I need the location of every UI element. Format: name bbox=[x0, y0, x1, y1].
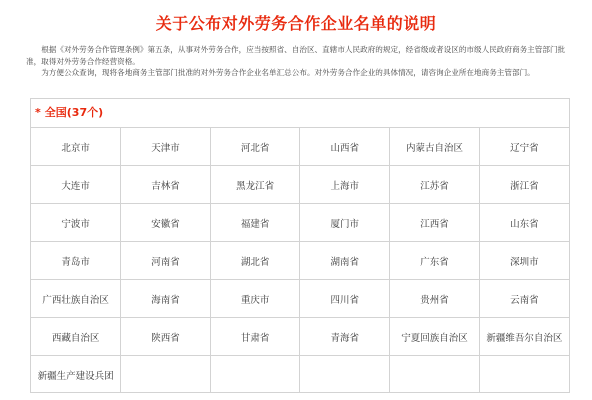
region-link[interactable]: 河南省 bbox=[121, 242, 211, 280]
region-link[interactable]: 北京市 bbox=[31, 128, 121, 166]
region-link[interactable]: 海南省 bbox=[121, 280, 211, 318]
region-link[interactable]: 甘肃省 bbox=[210, 318, 300, 356]
empty-cell bbox=[121, 356, 211, 394]
region-link[interactable]: 山西省 bbox=[300, 128, 390, 166]
intro-paragraph: 为方便公众查询，现将各地商务主管部门批准的对外劳务合作企业名单汇总公布。对外劳务合作企业的具体情况，请咨询企业所在地商务主管部门。 bbox=[41, 68, 535, 77]
region-link[interactable]: 江西省 bbox=[390, 204, 480, 242]
region-link[interactable]: 江苏省 bbox=[390, 166, 480, 204]
region-table bbox=[31, 128, 569, 393]
region-link[interactable]: 重庆市 bbox=[210, 280, 300, 318]
table-row bbox=[31, 204, 569, 242]
region-grid bbox=[30, 98, 570, 393]
region-link[interactable]: 新疆生产建设兵团 bbox=[31, 356, 121, 394]
region-link[interactable]: 西藏自治区 bbox=[31, 318, 121, 356]
intro-paragraph: 根据《对外劳务合作管理条例》第五条，从事对外劳务合作，应当按照省、自治区、直辖市人民政府的规定，经省级或者设区的市级人民政府商务主管部门批准，取得对外劳务合作经营资格。 bbox=[26, 45, 566, 66]
region-link[interactable]: 宁夏回族自治区 bbox=[390, 318, 480, 356]
star-icon: * bbox=[35, 106, 41, 119]
region-link[interactable]: 青岛市 bbox=[31, 242, 121, 280]
empty-cell bbox=[210, 356, 300, 394]
region-link[interactable]: 黑龙江省 bbox=[210, 166, 300, 204]
region-header-label: 全国(37个) bbox=[44, 106, 104, 119]
region-link[interactable]: 大连市 bbox=[31, 166, 121, 204]
region-link[interactable]: 广西壮族自治区 bbox=[31, 280, 121, 318]
region-link[interactable]: 广东省 bbox=[390, 242, 480, 280]
page-title: 关于公布对外劳务合作企业名单的说明 bbox=[155, 14, 437, 33]
table-row bbox=[31, 280, 569, 318]
empty-cell bbox=[300, 356, 390, 394]
region-link[interactable]: 浙江省 bbox=[479, 166, 569, 204]
region-link[interactable]: 山东省 bbox=[479, 204, 569, 242]
region-link[interactable]: 辽宁省 bbox=[479, 128, 569, 166]
region-link[interactable]: 河北省 bbox=[210, 128, 300, 166]
region-link[interactable]: 青海省 bbox=[300, 318, 390, 356]
region-link[interactable]: 吉林省 bbox=[121, 166, 211, 204]
region-link[interactable]: 安徽省 bbox=[121, 204, 211, 242]
table-row bbox=[31, 166, 569, 204]
region-link[interactable]: 云南省 bbox=[479, 280, 569, 318]
region-link[interactable]: 深圳市 bbox=[479, 242, 569, 280]
region-header bbox=[31, 99, 569, 128]
region-link[interactable]: 福建省 bbox=[210, 204, 300, 242]
region-link[interactable]: 厦门市 bbox=[300, 204, 390, 242]
table-row bbox=[31, 318, 569, 356]
region-link[interactable]: 上海市 bbox=[300, 166, 390, 204]
intro-text bbox=[26, 44, 574, 79]
region-link[interactable]: 陕西省 bbox=[121, 318, 211, 356]
region-link[interactable]: 宁波市 bbox=[31, 204, 121, 242]
region-link[interactable]: 天津市 bbox=[121, 128, 211, 166]
region-link[interactable]: 内蒙古自治区 bbox=[390, 128, 480, 166]
table-row bbox=[31, 356, 569, 394]
empty-cell bbox=[479, 356, 569, 394]
region-link[interactable]: 湖南省 bbox=[300, 242, 390, 280]
region-link[interactable]: 贵州省 bbox=[390, 280, 480, 318]
region-link[interactable]: 新疆维吾尔自治区 bbox=[479, 318, 569, 356]
region-link[interactable]: 四川省 bbox=[300, 280, 390, 318]
empty-cell bbox=[390, 356, 480, 394]
region-link[interactable]: 湖北省 bbox=[210, 242, 300, 280]
table-row bbox=[31, 128, 569, 166]
table-row bbox=[31, 242, 569, 280]
